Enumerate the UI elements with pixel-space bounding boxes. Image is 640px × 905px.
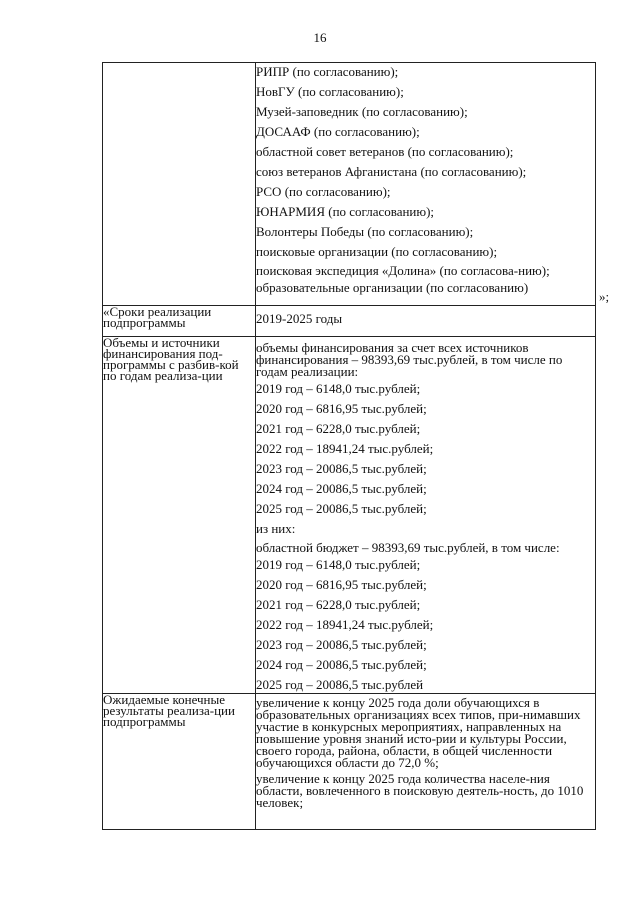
list-item: поисковые организации (по согласованию); — [256, 244, 498, 259]
list-item: ЮНАРМИЯ (по согласованию); — [256, 204, 435, 219]
list-item: 2025 год – 20086,5 тыс.рублей — [256, 677, 424, 692]
list-item: объемы финансирования за счет всех источников финансирования – 98393,69 тыс.рублей, в том числе по годам реализации: — [256, 340, 563, 379]
list-item: 2020 год – 6816,95 тыс.рублей; — [256, 401, 427, 416]
row-label: «Сроки реализации подпрограммы — [103, 306, 256, 337]
row-content — [256, 694, 596, 830]
row-content — [256, 337, 596, 694]
page-number: 16 — [313, 30, 327, 45]
closing-quote: »; — [599, 289, 610, 304]
list-item: НовГУ (по согласованию); — [256, 84, 404, 99]
list-item: из них: — [256, 521, 296, 536]
table-row-results — [103, 694, 596, 830]
list-item: 2023 год – 20086,5 тыс.рублей; — [256, 637, 427, 652]
row-content — [256, 63, 596, 306]
list-item: областной совет ветеранов (по согласованию); — [256, 144, 514, 159]
row-label: Объемы и источники финансирования под-программы с разбив-кой по годам реализа-ции — [103, 337, 256, 694]
list-item: РСО (по согласованию); — [256, 184, 391, 199]
list-item: Волонтеры Победы (по согласованию); — [256, 224, 474, 239]
list-item: образовательные организации (по согласованию) — [256, 280, 529, 295]
list-item: 2023 год – 20086,5 тыс.рублей; — [256, 461, 427, 476]
table-row-period — [103, 306, 596, 337]
list-item: 2024 год – 20086,5 тыс.рублей; — [256, 657, 427, 672]
list-item: союз ветеранов Афганистана (по согласованию); — [256, 164, 527, 179]
table-row-funding — [103, 337, 596, 694]
row-label: Ожидаемые конечные результаты реализа-ции подпрограммы — [103, 694, 256, 830]
list-item: 2025 год – 20086,5 тыс.рублей; — [256, 501, 427, 516]
list-item: 2019 год – 6148,0 тыс.рублей; — [256, 381, 421, 396]
list-item: 2022 год – 18941,24 тыс.рублей; — [256, 441, 434, 456]
list-item: РИПР (по согласованию); — [256, 64, 399, 79]
list-item: 2024 год – 20086,5 тыс.рублей; — [256, 481, 427, 496]
list-item: Музей-заповедник (по согласованию); — [256, 104, 468, 119]
list-item: 2019 год – 6148,0 тыс.рублей; — [256, 557, 421, 572]
table-row-participants — [103, 63, 596, 306]
list-item: областной бюджет – 98393,69 тыс.рублей, в том числе: — [256, 540, 560, 555]
list-item: 2022 год – 18941,24 тыс.рублей; — [256, 617, 434, 632]
list-item: увеличение к концу 2025 года количества населе-ния области, вовлеченного в поисковую деятель-ность, до 1010 человек; — [256, 771, 584, 810]
subprogram-passport-table — [102, 62, 596, 830]
list-item: 2021 год – 6228,0 тыс.рублей; — [256, 421, 421, 436]
list-item: ДОСААФ (по согласованию); — [256, 124, 420, 139]
list-item: 2019-2025 годы — [256, 311, 343, 326]
list-item: поисковая экспедиция «Долина» (по согласова-нию); — [256, 263, 550, 278]
row-label — [103, 63, 256, 306]
list-item: 2020 год – 6816,95 тыс.рублей; — [256, 577, 427, 592]
row-content — [256, 306, 596, 337]
list-item: 2021 год – 6228,0 тыс.рублей; — [256, 597, 421, 612]
list-item: увеличение к концу 2025 года доли обучающихся в образовательных организациях всех типов, при-нимавших участие в конкурсных мероприятиях, направленных на повышение уровня знаний исто-рии и культуры России, своего города, района, области, в общей численности обучающихся области до 72,0 %; — [256, 695, 581, 770]
